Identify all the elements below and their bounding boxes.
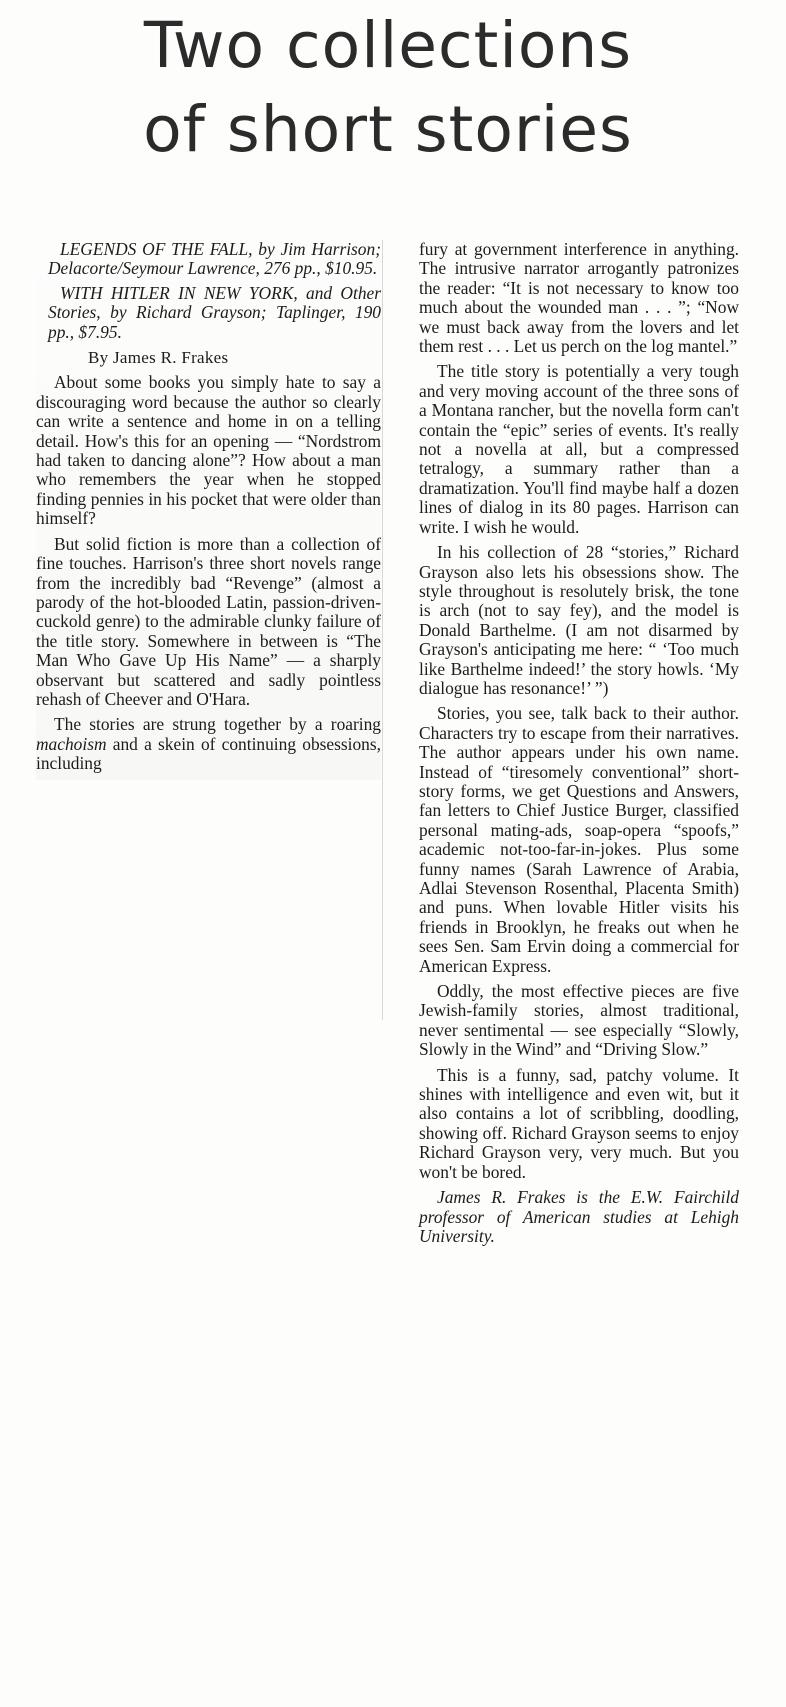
headline-line-2: of short stories <box>143 93 633 166</box>
emphasis-machoism: machoism <box>36 733 107 754</box>
right-column <box>419 240 739 1246</box>
paragraph: This is a funny, sad, patchy volume. It shines with intelligence and even wit, but it also contains a lot of scribbling, doodling, showing off. Richard Grayson seems to enjoy Richard Grayson very, very much. But you won't be bored. <box>419 1064 739 1182</box>
headline <box>88 4 688 172</box>
headline-line-1: Two collections <box>143 9 633 82</box>
column-divider <box>382 240 383 1020</box>
paragraph: The title story is potentially a very tough and very moving account of the three sons of a Montana rancher, but the novella form can't contain the “epic” series of events. It's really not a novella at all, but a compressed tetralogy, a summary rather than a dramatization. You'll find maybe half a dozen lines of dialog in its 80 pages. Harrison can write. I wish he would. <box>419 361 739 537</box>
left-column <box>36 240 381 780</box>
paragraph: In his collection of 28 “stories,” Richard Grayson also lets his obsessions show. The style throughout is resolutely brisk, the tone is arch (not to say fey), and the model is Donald Barthelme. (I am not disarmed by Grayson's anticipating me here: “ ‘Too much like Barthelme indeed!’ the story howls. ‘My dialogue has resonance!’ ”) <box>419 542 739 698</box>
paragraph: Stories, you see, talk back to their author. Characters try to escape from their narratives. The author appears under his own name. Instead of “tiresomely conventional” short-story forms, we get Questions and Answers, fan letters to Chief Justice Burger, classified personal mating-ads, soap-opera “spoofs,” academic not-too-far-in-jokes. Plus some funny names (Sarah Lawrence of Arabia, Adlai Stevenson Rosenthal, Placenta Smith) and puns. When lovable Hitler visits his friends in Brooklyn, he freaks out when he sees Sen. Sam Ervin doing a commercial for American Express. <box>419 703 739 976</box>
paragraph <box>36 715 381 773</box>
paragraph: About some books you simply hate to say a discouraging word because the author so clearly can write a sentence and home in on a telling detail. How's this for an opening — “Nordstrom had taken to dancing alone”? How about a man who remembers the year when he stopped finding pennies in his pocket that were older than himself? <box>36 372 381 529</box>
author-note: James R. Frakes is the E.W. Fairchild professor of American studies at Lehigh University. <box>419 1187 739 1246</box>
paragraph-text: and a skein of continuing obsessions, including <box>36 733 381 774</box>
book-info-legends: LEGENDS OF THE FALL, by Jim Harrison; Delacorte/Seymour Lawrence, 276 pp., $10.95. <box>48 239 381 279</box>
byline: By James R. Frakes <box>88 348 229 368</box>
paragraph: Oddly, the most effective pieces are five Jewish-family stories, almost traditional, never sentimental — see especially “Slowly, Slowly in the Wind” and “Driving Slow.” <box>419 981 739 1060</box>
book-info-hitler: WITH HITLER IN NEW YORK, and Other Stories, by Richard Grayson; Taplinger, 190 pp., $7.95. <box>48 282 381 342</box>
paragraph-continued: fury at government interference in anything. The intrusive narrator arrogantly patronizes the reader: “It is not necessary to know too much about the wounded man . . . ”; “Now we must back away from the lovers and let them rest . . . Let us perch on the log mantel.” <box>419 239 739 357</box>
paragraph: But solid fiction is more than a collection of fine touches. Harrison's three short novels range from the incredibly bad “Revenge” (almost a parody of the hot-blooded Latin, passion-driven-cuckold genre) to the admirable clunky failure of the title story. Somewhere in between is “The Man Who Gave Up His Name” — a sharply observant but scattered and sadly pointless rehash of Cheever and O'Hara. <box>36 533 381 709</box>
paragraph-text: The stories are strung together by a roaring <box>54 714 381 735</box>
